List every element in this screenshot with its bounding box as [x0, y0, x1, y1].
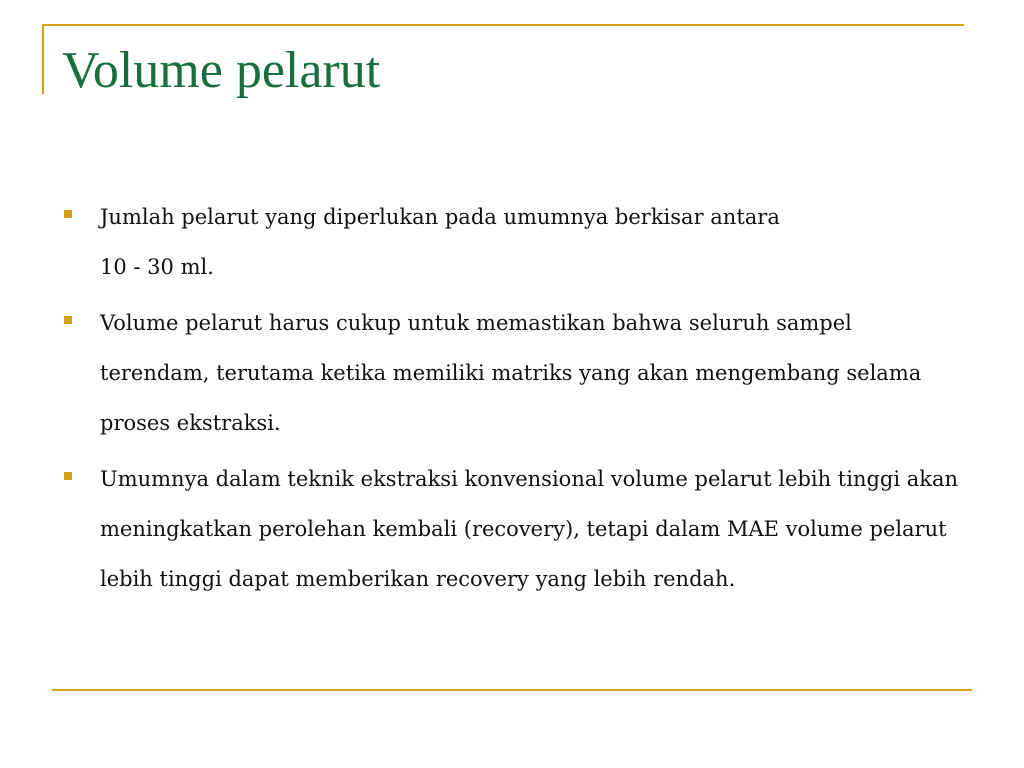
bullet-text: Volume pelarut harus cukup untuk memastikan bahwa seluruh sampel terendam, terutama ketika memiliki matriks yang akan mengembang selama proses ekstraksi. — [100, 311, 922, 435]
slide-frame-top-line — [42, 24, 964, 26]
slide-title: Volume pelarut — [62, 42, 381, 99]
square-bullet-icon — [64, 210, 72, 218]
square-bullet-icon — [64, 316, 72, 324]
bullet-item — [60, 192, 965, 292]
bullet-continuation-text: 10 - 30 ml. — [100, 255, 214, 279]
bullet-text: Umumnya dalam teknik ekstraksi konvensional volume pelarut lebih tinggi akan meningkatkan perolehan kembali (recovery), tetapi dalam MAE volume pelarut lebih tinggi dapat memberikan recovery yang lebih rendah. — [100, 467, 959, 591]
slide-footer-line — [52, 689, 972, 691]
square-bullet-icon — [64, 472, 72, 480]
bullet-item — [60, 298, 965, 448]
bullet-list — [60, 192, 965, 610]
slide-frame-left-line — [42, 24, 44, 94]
bullet-text: Jumlah pelarut yang diperlukan pada umumnya berkisar antara — [100, 205, 780, 229]
bullet-item — [60, 454, 965, 604]
